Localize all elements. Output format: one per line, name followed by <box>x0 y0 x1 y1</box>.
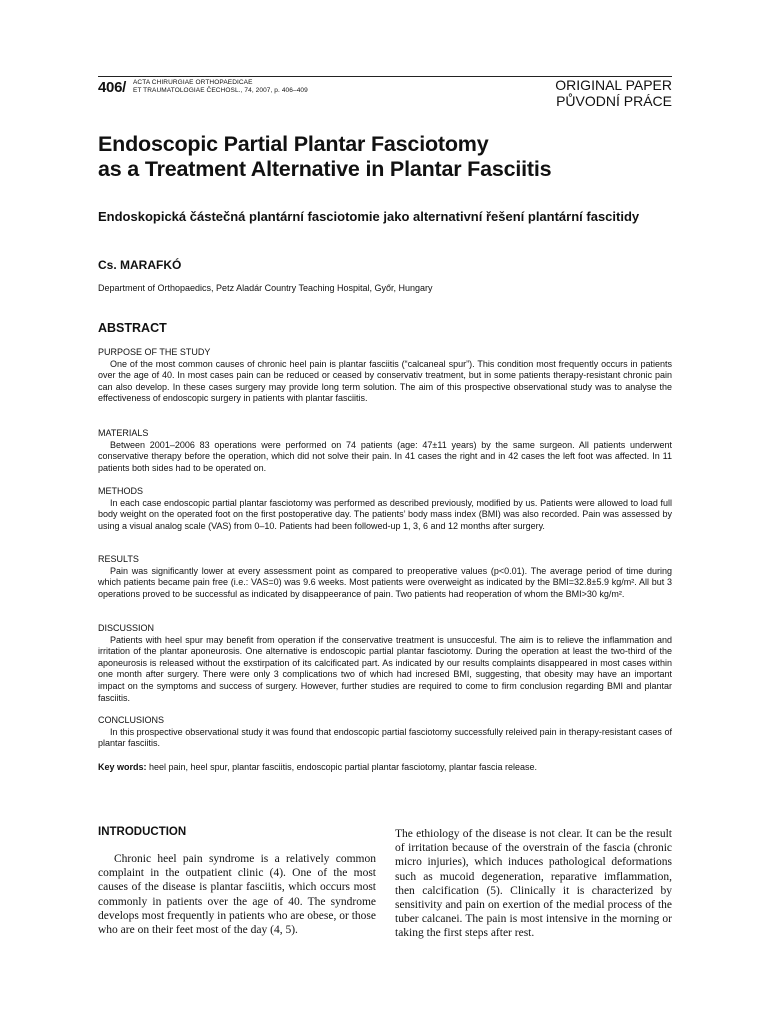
abstract-methods <box>98 486 672 532</box>
journal-line-1: ACTA CHIRURGIAE ORTHOPAEDICAE <box>133 79 253 86</box>
intro-left-column <box>98 852 376 937</box>
section-label-en: ORIGINAL PAPER <box>555 77 672 93</box>
conclusions-heading: CONCLUSIONS <box>98 715 165 725</box>
discussion-heading: DISCUSSION <box>98 623 155 633</box>
keywords-text: heel pain, heel spur, plantar fasciitis, endoscopic partial plantar fasciotomy, plantar fascia release. <box>146 762 538 772</box>
intro-right-paragraph: The ethiology of the disease is not clear. It can be the result of irritation because of the overstrain of the fascia (chronic micro injuries), which induces pathological deformations such as mucoid degeneration, reparative imflammation, then calcification (5). Clinically it is characterized by sensitivity and pain on exertion of the medial process of the tuber calcanei. The pain is most intensive in the morning or taking the first steps after rest. <box>395 828 672 940</box>
section-label-cz: PŮVODNÍ PRÁCE <box>556 93 672 109</box>
abstract-discussion <box>98 623 672 704</box>
journal-citation <box>133 79 308 95</box>
purpose-text: One of the most common causes of chronic heel pain is plantar fasciitis (“calcaneal spur”). This condition most frequently occurs in patients over the age of 40. In most cases pain can be reduced or ceased by conservativ treatment, but in some patients therapy-resistant chronic pain can also develop. In these cases surgery may provide long term solution. The aim of this prospective observational study was to analyse the effectiveness of endoscopic surgery in patients with plantar fasciitis. <box>98 358 672 404</box>
czech-title: Endoskopická částečná plantární fasciotomie jako alternativní řešení plantární fascitidy <box>98 209 640 224</box>
abstract-results <box>98 554 672 600</box>
results-heading: RESULTS <box>98 554 139 564</box>
introduction-heading: INTRODUCTION <box>98 826 187 838</box>
purpose-heading: PURPOSE OF THE STUDY <box>98 347 211 357</box>
materials-heading: MATERIALS <box>98 428 149 438</box>
discussion-text: Patients with heel spur may benefit from operation if the conservative treatment is unsuccesful. The aim is to relieve the inflammation and irritation of the plantar aponeurosis. One alternative is endoscopic partial plantar fasciotomy. During the operation at least the two-third of the aponeurosis is released without the exstirpation of its calcificated part. As indicated by our results complaints disappeared in most cases within one month after surgery. There were only 3 complications two of which had incresed BMI, suggesting, that obesity may have an important impact on the symptoms and success of surgery. However, further studies are required to come to firm conclusion regarding BMI and plantar fasciitis. <box>98 634 672 703</box>
conclusions-text: In this prospective observational study it was found that endoscopic partial fasciotomy successfully releived pain in therapy-resistant cases of plantar fasciitis. <box>98 726 672 749</box>
article-title <box>98 132 678 182</box>
keywords <box>98 761 672 773</box>
author: Cs. MARAFKÓ <box>98 258 182 272</box>
journal-line-2: ET TRAUMATOLOGIAE ČECHOSL., 74, 2007, p. 406–409 <box>133 87 308 94</box>
title-line-1: Endoscopic Partial Plantar Fasciotomy <box>98 132 489 156</box>
abstract-heading: ABSTRACT <box>98 321 167 335</box>
results-text: Pain was significantly lower at every assessment point as compared to preoperative values (p<0.01). The average period of time during which patients became pain free (i.e.: VAS=0) was 9.6 weeks. Most patients were overweight as indicated by the BMI=32.8±5.9 kg/m². All but 3 operations proved to be successful as indicated by disappeerance of pain. Two patients had reoperation of whom the BMI>30 kg/m². <box>98 565 672 599</box>
abstract-purpose <box>98 347 672 405</box>
methods-text: In each case endoscopic partial plantar fasciotomy was performed as described previously, modified by us. Patients were allowed to load full body weight on the operated foot on the first postoperative day. The patients’ body mass index (BMI) was also recorded. Pain was assessed by using a visual analog scale (VAS) from 0–10. Patients had been followed-up 1, 3, 6 and 12 months after surgery. <box>98 497 672 531</box>
materials-text: Between 2001–2006 83 operations were performed on 74 patients (age: 47±11 years) by the same surgeon. All patients underwent conservative therapy before the operation, which did not solve their pain. In 41 cases the right and in 42 cases the left foot was affected. In 11 patients both sides had to be operated on. <box>98 439 672 473</box>
title-line-2: as a Treatment Alternative in Plantar Fasciitis <box>98 157 552 181</box>
keywords-label: Key words: <box>98 762 147 772</box>
methods-heading: METHODS <box>98 486 143 496</box>
abstract-conclusions <box>98 715 672 750</box>
intro-right-column <box>395 827 672 941</box>
intro-left-paragraph: Chronic heel pain syndrome is a relatively common complaint in the outpatient clinic (4). One of the most causes of the disease is plantar fasciitis, which occurs most commonly in patients over the age of 40. The syndrome develops most frequently in patients who are obese, or those who are on their feet most of the day (4, 5). <box>98 853 376 937</box>
affiliation: Department of Orthopaedics, Petz Aladár Country Teaching Hospital, Győr, Hungary <box>98 283 433 293</box>
page-number: 406/ <box>98 79 126 96</box>
abstract-materials <box>98 428 672 474</box>
